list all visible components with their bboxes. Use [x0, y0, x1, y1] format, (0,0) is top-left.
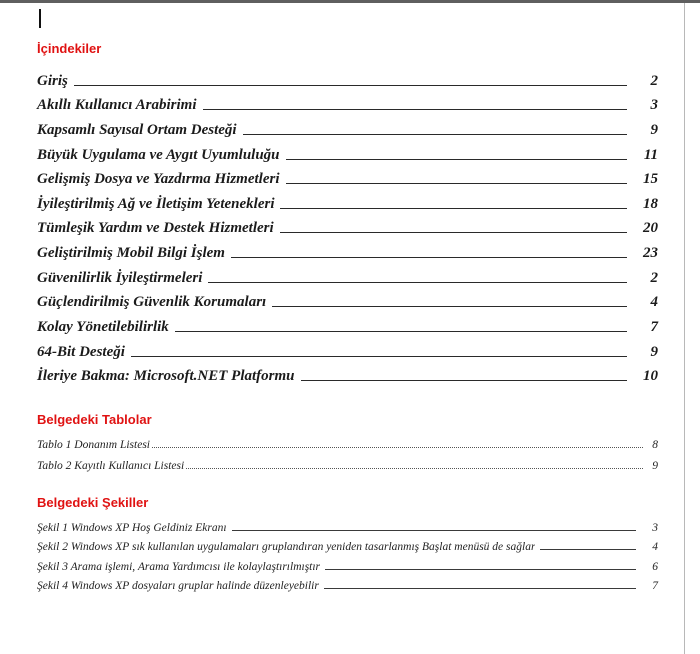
- figure-entry[interactable]: [37, 514, 658, 534]
- table-entry-label: Tablo 1 Donanım Listesi: [37, 438, 151, 451]
- table-entry-page: 8: [652, 438, 658, 451]
- figure-entry-page: 4: [652, 541, 658, 554]
- leader-line: [272, 306, 627, 307]
- leader-line: [280, 208, 627, 209]
- toc-entry-label: Güçlendirilmiş Güvenlik Korumaları: [37, 294, 267, 311]
- leader-line: [208, 282, 627, 283]
- toc-entry-page: 4: [650, 294, 658, 311]
- toc-entry[interactable]: [37, 139, 658, 164]
- toc-entry[interactable]: [37, 262, 658, 287]
- toc-entry-label: Kapsamlı Sayısal Ortam Desteği: [37, 121, 237, 138]
- toc-entry-label: İyileştirilmiş Ağ ve İletişim Yetenekleri: [37, 195, 275, 212]
- toc-entry-label: İleriye Bakma: Microsoft.NET Platformu: [37, 368, 295, 385]
- tables-list: [37, 429, 658, 472]
- toc-entry-label: Gelişmiş Dosya ve Yazdırma Hizmetleri: [37, 171, 280, 188]
- figure-entry[interactable]: [37, 553, 658, 573]
- table-entry-page: 9: [652, 460, 658, 473]
- leader-line: [131, 356, 627, 357]
- figure-entry-page: 7: [652, 580, 658, 593]
- toc-entry[interactable]: [37, 114, 658, 139]
- toc-entry[interactable]: [37, 311, 658, 336]
- figure-entry-label: Şekil 1 Windows XP Hoş Geldiniz Ekranı: [37, 521, 227, 534]
- toc-entry-label: Giriş: [37, 72, 68, 89]
- figures-heading: Belgedeki Şekiller: [37, 495, 149, 511]
- toc-entry-label: Geliştirilmiş Mobil Bilgi İşlem: [37, 245, 225, 262]
- document-content: [37, 0, 658, 592]
- leader-line: [243, 134, 627, 135]
- toc-entry[interactable]: [37, 213, 658, 238]
- leader-line: [175, 331, 627, 332]
- toc-entry-page: 2: [650, 72, 658, 89]
- toc-entry-page: 2: [650, 269, 658, 286]
- figure-entry[interactable]: [37, 573, 658, 593]
- leader-line: [325, 569, 636, 570]
- figure-entry-label: Şekil 4 Windows XP dosyaları gruplar halinde düzenleyebilir: [37, 580, 319, 593]
- toc-entry-page: 23: [643, 245, 658, 262]
- leader-line: [286, 159, 627, 160]
- leader-line: [186, 468, 643, 469]
- toc-entry-page: 3: [650, 97, 658, 114]
- leader-line: [301, 380, 628, 381]
- figure-entry-page: 6: [652, 560, 658, 573]
- figure-entry-page: 3: [652, 521, 658, 534]
- figure-entry-label: Şekil 2 Windows XP sık kullanılan uygulamaları gruplandıran yeniden tasarlanmış Başlat menüsü de sağlar: [37, 541, 536, 554]
- leader-line: [280, 232, 627, 233]
- figure-entry[interactable]: [37, 534, 658, 554]
- toc-entry[interactable]: [37, 287, 658, 312]
- toc-entry[interactable]: [37, 65, 658, 90]
- toc-entry-page: 10: [643, 368, 658, 385]
- toc-entry-page: 9: [650, 121, 658, 138]
- toc-heading: İçindekiler: [37, 41, 102, 56]
- table-entry[interactable]: [37, 451, 658, 473]
- toc-entry-page: 18: [643, 195, 658, 212]
- leader-line: [286, 183, 628, 184]
- toc-list: [37, 65, 658, 385]
- leader-line: [540, 549, 636, 550]
- leader-line: [74, 85, 627, 86]
- leader-line: [231, 257, 627, 258]
- toc-entry-page: 15: [643, 171, 658, 188]
- toc-entry-page: 9: [650, 343, 658, 360]
- toc-entry-label: Tümleşik Yardım ve Destek Hizmetleri: [37, 220, 274, 237]
- leader-line: [152, 447, 643, 448]
- table-entry[interactable]: [37, 429, 658, 451]
- tables-heading: Belgedeki Tablolar: [37, 412, 152, 428]
- toc-entry-label: 64-Bit Desteği: [37, 343, 125, 360]
- toc-entry[interactable]: [37, 188, 658, 213]
- table-entry-label: Tablo 2 Kayıtlı Kullanıcı Listesi: [37, 460, 185, 473]
- page-right-edge: [684, 3, 685, 654]
- toc-entry[interactable]: [37, 336, 658, 361]
- toc-entry-page: 11: [643, 146, 658, 163]
- figure-entry-label: Şekil 3 Arama işlemi, Arama Yardımcısı ile kolaylaştırılmıştır: [37, 560, 321, 573]
- toc-entry-label: Kolay Yönetilebilirlik: [37, 319, 169, 336]
- leader-line: [324, 588, 636, 589]
- figures-list: [37, 514, 658, 592]
- toc-entry[interactable]: [37, 90, 658, 115]
- leader-line: [232, 530, 636, 531]
- leader-line: [203, 109, 628, 110]
- toc-entry-label: Akıllı Kullanıcı Arabirimi: [37, 97, 197, 114]
- toc-entry-page: 20: [643, 220, 658, 237]
- toc-entry-label: Güvenilirlik İyileştirmeleri: [37, 269, 203, 286]
- toc-entry[interactable]: [37, 361, 658, 386]
- toc-entry-page: 7: [650, 319, 658, 336]
- toc-entry[interactable]: [37, 164, 658, 189]
- toc-entry-label: Büyük Uygulama ve Aygıt Uyumluluğu: [37, 146, 280, 163]
- toc-entry[interactable]: [37, 237, 658, 262]
